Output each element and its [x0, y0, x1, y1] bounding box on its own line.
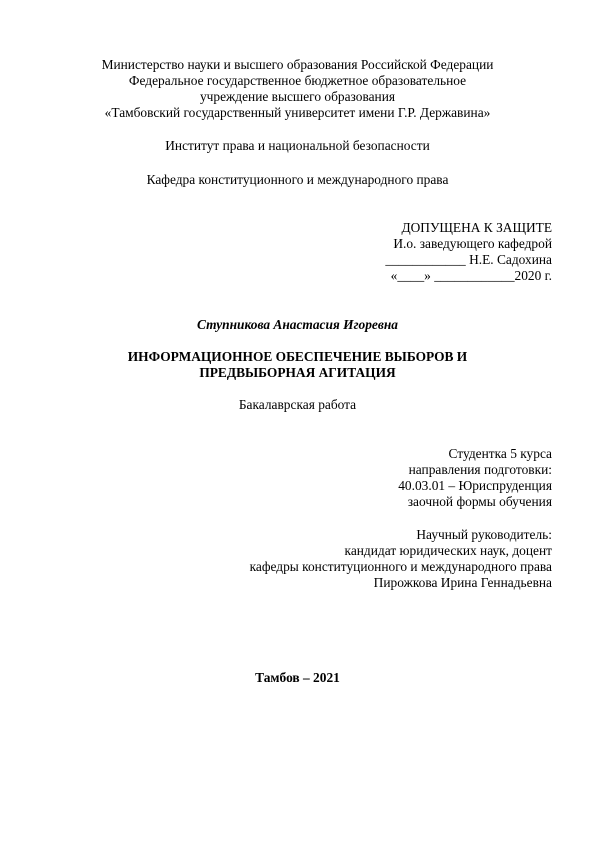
student-direction: 40.03.01 – Юриспруденция [398, 478, 552, 493]
approval-date: «____» ____________2020 г. [390, 268, 552, 283]
department-line: Кафедра конституционного и международного права [146, 172, 449, 187]
approval-signature: ____________ Н.Е. Садохина [385, 252, 552, 267]
work-type: Бакалаврская работа [238, 397, 357, 412]
university-line: «Тамбовский государственный университет имени Г.Р. Державина» [104, 105, 491, 120]
footer-city-year: Тамбов – 2021 [255, 670, 340, 685]
supervisor-degree: кандидат юридических наук, доцент [344, 543, 552, 558]
supervisor-label: Научный руководитель: [416, 527, 552, 542]
approval-role: И.о. заведующего кафедрой [393, 236, 552, 251]
supervisor-name: Пирожкова Ирина Геннадьевна [373, 575, 552, 590]
supervisor-department: кафедры конституционного и международного права [249, 559, 552, 574]
institute-line: Институт права и национальной безопасности [165, 138, 430, 153]
student-direction-label: направления подготовки: [408, 462, 552, 477]
student-form: заочной формы обучения [407, 494, 552, 509]
work-title-line-2: ПРЕДВЫБОРНАЯ АГИТАЦИЯ [199, 365, 396, 380]
approval-title: ДОПУЩЕНА К ЗАЩИТЕ [401, 220, 552, 235]
ministry-line: Министерство науки и высшего образования Российской Федерации [101, 57, 494, 72]
author-name: Ступникова Анастасия Игоревна [197, 317, 398, 332]
work-title-line-1: ИНФОРМАЦИОННОЕ ОБЕСПЕЧЕНИЕ ВЫБОРОВ И [127, 349, 468, 364]
institution-line-1: Федеральное государственное бюджетное образовательное [128, 73, 467, 88]
student-course: Студентка 5 курса [448, 446, 552, 461]
institution-line-2: учреждение высшего образования [199, 89, 396, 104]
